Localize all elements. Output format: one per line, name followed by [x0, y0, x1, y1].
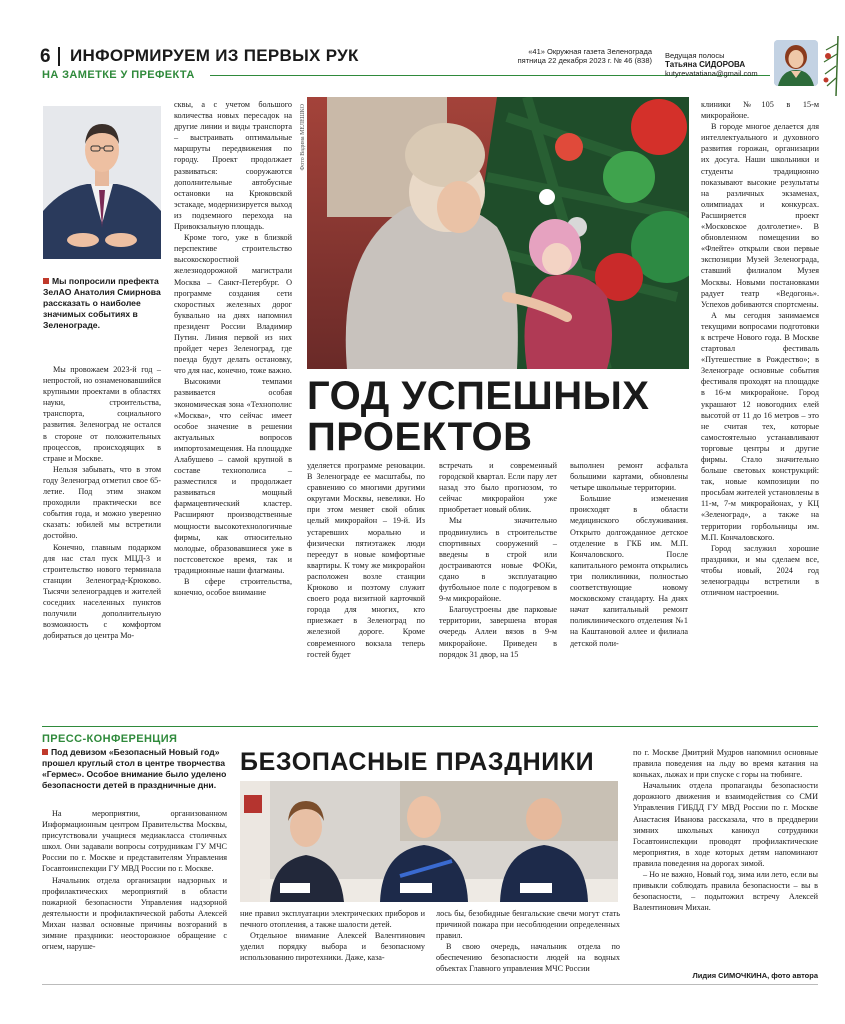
- article-2-column-4: по г. Москве Дмитрий Мудров напомнил основные правила поведения на льду во время катания на коньках, лыжах и при спуске с горы на тюбинге. Начальник отдела пропаганды безопасности дорожного движения и взаимодействия со СМИ Управления ГИБДД ГУ МВД России по г. Москве Анастасия Иванова рассказала, что в преддверии зимних школьных каникул сотрудники Госавтоинспекции проводят профилактические мероприятия, в ходе которых детям напоминают правила поведения на дорогах зимой. – Но не важно, Новый год, зима или лето, если вы привыкли соблюдать правила безопасности – вы в безопасности, – подытожил встречу Алексей Валентинович Михан.: [633, 748, 818, 913]
- bottom-rule: [42, 984, 818, 985]
- article-column-5: выполнен ремонт асфальта большими картами, обновлены четыре школьные территории. Большие изменения происходят в области медицинского обслуживания. Открыто долгожданное детское отделение в ГКБ им. М.П. Кончаловского. После капитального ремонта открылись три поликлиники, полностью соответствующие новому московскому стандарту. На днях начат капитальный ремонт поликлинического отделения №1 на Каштановой аллее и филиала детской поли-: [570, 461, 688, 648]
- page-number: 6: [40, 46, 51, 67]
- issue-date: пятница 22 декабря 2023 г. № 46 (838): [517, 56, 652, 65]
- article-column-6: клиники №105 в 15-м микрорайоне. В городе многое делается для интеллектуального и духовного развития горожан, организации их досуга. Наши школьники и студенты традиционно показывают высокие результаты на различных экзаменах, олимпиадах и конкурсах. Расширяется проект «Московское долголетие». В обновленном помещении во «Флейте» открыли свои первые экспозиции Музей Зеленограда, ставший филиалом Музея Москвы. Новыми постановками радует театр «Ведогонь». Успехов добиваются спортсмены. А мы сегодня занимаемся текущими вопросами подготовки к встрече Нового года. В Москве стартовал фестиваль «Путешествие в Рождество»; в Зеленограде основные события фестиваля проходят на площадке в 16-м микрорайоне. Город украшают 12 новогодних елей высотой от 11 до 16 метров – это не считая тех, которые самостоятельно устанавливают торговые центры и другие фирмы. Стало значительно больше световых конструкций: так, новые композиции по просьбам жителей установлены в 11-м, 7-м микрорайонах, у КЦ «Зеленоград», а также на территории горбольницы им. М.П. Кончаловского. Город заслужил хорошие праздники, и мы сделаем все, чтобы новый, 2024 год зеленоградцы встретили в отличном настроении.: [701, 100, 819, 598]
- prefect-portrait: [43, 106, 161, 259]
- section-title: ИНФОРМИРУЕМ ИЗ ПЕРВЫХ РУК: [70, 46, 359, 65]
- article-lead: Мы попросили префекта ЗелАО Анатолия Смирнова рассказать о наиболее значимых событиях в Зеленограде.: [43, 276, 161, 330]
- main-photo: [307, 97, 689, 369]
- photo-credit: Фото Вадима МЕЛЕШКО: [300, 104, 306, 171]
- gazette-name: «41» Окружная газета Зеленограда: [528, 47, 652, 56]
- article-2-column-1: На мероприятии, организованном Информационным центром Правительства Москвы, присутствовали учащиеся медиакласса столичных школ. Они задавали вопросы сотрудникам ГУ МЧС России по г. Москве и представителям Управления Госавтоинспекции ГУ МВД России по г. Москве. Начальник отдела организации надзорных и профилактических мероприятий в области пожарной безопасности Управления надзорной деятельности и профилактической работы Алексей Михан назвал основные причины возгораний в зимние праздники: неосторожное обращение с огнем, наруше-: [42, 809, 227, 952]
- editor-email[interactable]: kutyrevatatiana@gmail.com: [665, 69, 758, 78]
- editor-photo: [774, 40, 818, 86]
- article-column-4: встречать и современный городской квартал. Если пару лет назад это было прогнозом, то сейчас микрорайон уже приобретает новый облик. Мы значительно продвинулись в строительстве спортивных сооружений – введены в строй или достраиваются новые ФОКи, сдано в эксплуатацию футбольное поле с подогревом в 9-м микрорайоне. Благоустроены две парковые территории, завершена вторая очередь Аллеи вязов в 9-м микрорайоне. Приведен в порядок 31 двор, на 15: [439, 461, 557, 659]
- section-press-conference: ПРЕСС-КОНФЕРЕНЦИЯ: [42, 733, 178, 745]
- article-2-column-2: ние правил эксплуатации электрических приборов и печного отопления, а также шалости детей. Отдельное внимание Алексей Валентинович уделил порядку выбора и безопасному использованию пиротехники. Даже, каза-: [240, 909, 425, 963]
- gazette-info: [480, 47, 652, 65]
- press-conference-photo: [240, 781, 618, 902]
- headline-article-2: БЕЗОПАСНЫЕ ПРАЗДНИКИ: [240, 748, 595, 776]
- section-rule: [42, 726, 818, 727]
- red-square-icon: [42, 749, 48, 755]
- page-editor: [665, 51, 775, 78]
- editor-role: Ведущая полосы: [665, 51, 725, 60]
- article-2-lead: Под девизом «Безопасный Новый год» прошел круглый стол в центре творчества «Гермес». Особое внимание было уделено безопасности детей в праздничные дни.: [42, 747, 227, 790]
- subsection-title: НА ЗАМЕТКЕ У ПРЕФЕКТА: [42, 69, 195, 81]
- decoration-branch-icon: [818, 36, 844, 96]
- red-square-icon: [43, 278, 49, 284]
- article-column-1: Мы провожаем 2023-й год – непростой, но ознаменовавшийся крупными проектами в областях науки, строительства, транспорта, социального развития. Зеленоград не остался в стороне от положительных процессов, происходящих в стране и Москве. Нельзя забывать, что в этом году Зеленоград отметил свое 65-летие. Под этим знаком проходили практически все события года, и можно уверенно сказать: юбилей мы встретили достойно. Конечно, главным подарком для нас стал пуск МЦД-3 и строительство нового терминала станции Зеленоград-Крюково. Тысячи зеленоградцев и жителей соседних населенных пунктов получили дополнительную возможность с комфортом добираться до центра Мо-: [43, 365, 161, 641]
- article-2-column-3: лось бы, безобидные бенгальские свечи могут стать причиной пожара при несоблюдении определенных правил. В свою очередь, начальник отдела по обеспечению безопасности людей на водных объектах Главного управления МЧС России: [436, 909, 620, 974]
- article-column-3: уделяется программе реновации. В Зеленограде ее масштабы, по сравнению со многими другими округами Москвы, невелики. Но при этом меняет свой облик целый микрорайон – 19-й. Из устаревших морально и физически пятиэтажек люди переедут в новые комфортные квартиры. К тому же микрорайон расположен возле станции Крюково и поэтому служит своего рода визитной карточкой города для многих, кто приезжает в Зеленоград по железной дороге. Кроме современного вокзала теперь гостей будет: [307, 461, 425, 659]
- headline-article-1: ГОД УСПЕШНЫХ ПРОЕКТОВ: [307, 374, 650, 459]
- article-column-2: сквы, а с учетом большого количества новых пересадок на другие линии и виды транспорта – выстраивать оптимальные маршруты передвижения по городу. Проект продолжает развиваться: сооружаются дополнительные автобусные остановки на Крюковской эстакаде, модернизируется выход из подземного перехода на Привокзальную площадь. Кроме того, уже в близкой перспективе строительство высокоскоростной железнодорожной магистрали Москва – Санкт-Петербург. О программе создания сети скоростных железных дорог буквально на днях напомнил президент России Владимир Путин. Линия первой из них пройдет через Зеленоград, где поезда будут делать остановку, что для нас, конечно, тоже важно. Высокими темпами развивается особая экономическая зона «Технополис «Москва», что сейчас имеет особое значение в решении актуальных вопросов импортозамещения. На площадке Алабушево – самой крупной в составе технополиса – разместился и продолжает развиваться мощный фармацевтический кластер. Расширяют производственные мощности высокотехнологичные фирмы, как относительно молодые, образовавшиеся уже в постсоветское время, так и традиционные наши флагманы. В сфере строительства, конечно, особое внимание: [174, 100, 292, 598]
- editor-name: Татьяна СИДОРОВА: [665, 60, 746, 69]
- header-divider: [58, 47, 60, 66]
- byline: Лидия СИМОЧКИНА, фото автора: [692, 971, 818, 980]
